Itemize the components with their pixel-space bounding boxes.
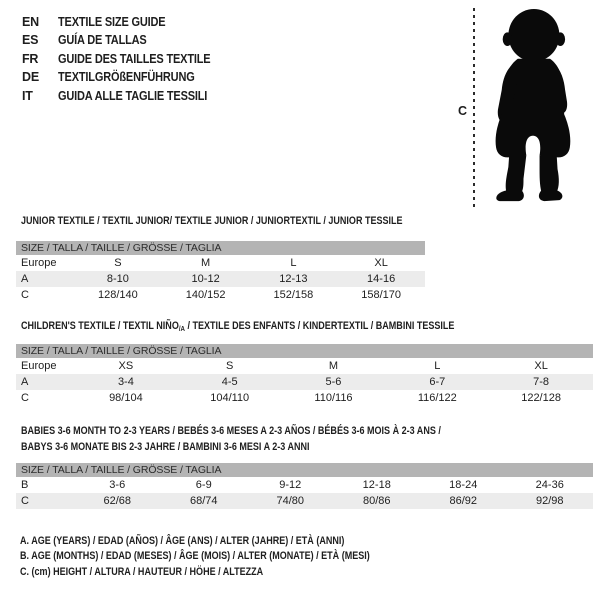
language-code: ES	[22, 33, 39, 48]
size-value-cell: M	[328, 360, 339, 372]
size-value-cell: 158/170	[361, 289, 401, 301]
children-size-table	[16, 344, 593, 406]
table-size-header-row	[16, 241, 425, 255]
size-value-cell: S	[226, 360, 234, 372]
table-row	[16, 358, 593, 374]
page-title: TEXTILGRÖßENFÜHRUNG	[58, 70, 195, 85]
table-row	[16, 287, 425, 303]
size-value-cell: 6-9	[195, 479, 212, 491]
page-title: GUÍA DE TALLAS	[58, 33, 147, 48]
size-value-cell: 62/68	[74, 493, 161, 509]
size-value-cell: 74/80	[247, 493, 334, 509]
heading-subscript: /A	[178, 324, 185, 333]
row-label-cell: Europe	[21, 257, 57, 269]
table-size-header-row	[16, 463, 593, 477]
size-value-cell: 24-36	[535, 479, 564, 491]
legend-line: B. AGE (MONTHS) / EDAD (MESES) / ÂGE (MOIS) / ALTER (MONATE) / ETÀ (MESI)	[20, 550, 370, 563]
baby-figure	[448, 0, 600, 215]
height-measure-label: C	[458, 104, 468, 118]
size-value-cell: L	[434, 360, 441, 372]
height-measure-dashed-line	[473, 8, 475, 208]
row-label-cell: C	[21, 392, 29, 404]
size-value-cell: L	[290, 257, 297, 269]
baby-silhouette-icon	[480, 7, 584, 207]
size-value-cell: 110/116	[314, 392, 353, 404]
size-value-cell: 9-12	[279, 479, 302, 491]
heading-text: CHILDREN'S TEXTILE / TEXTIL NIÑO	[21, 320, 179, 332]
section-heading-babies	[21, 424, 441, 455]
table-size-header: SIZE / TALLA / TAILLE / GRÖSSE / TAGLIA	[16, 241, 425, 255]
size-value-cell: 12-18	[362, 479, 391, 491]
size-value-cell: XS	[118, 360, 134, 372]
size-value-cell: 14-16	[337, 271, 425, 287]
language-code: EN	[22, 15, 39, 29]
language-row	[22, 31, 231, 49]
size-value-cell: 7-8	[489, 374, 593, 390]
size-value-cell: 68/74	[161, 493, 248, 509]
table-row	[16, 493, 593, 509]
size-value-cell: XL	[534, 360, 548, 372]
size-value-cell: 18-24	[449, 479, 478, 491]
page-title: TEXTILE SIZE GUIDE	[58, 15, 166, 29]
table-row	[16, 477, 593, 493]
size-value-cell: 116/122	[417, 392, 457, 404]
table-row	[16, 374, 593, 390]
size-value-cell: 5-6	[282, 374, 386, 390]
table-size-header: SIZE / TALLA / TAILLE / GRÖSSE / TAGLIA	[16, 344, 593, 358]
heading-text: / TEXTILE DES ENFANTS / KINDERTEXTIL / BAMBINI TESSILE	[184, 320, 455, 332]
size-value-cell: 122/128	[521, 392, 561, 404]
size-value-cell: 92/98	[507, 493, 594, 509]
size-value-cell: 104/110	[210, 392, 250, 404]
size-value-cell: 10-12	[162, 271, 250, 287]
language-row	[22, 68, 231, 86]
row-label-cell: Europe	[21, 360, 57, 372]
language-code: FR	[22, 51, 39, 66]
legend-line: C. (cm) HEIGHT / ALTURA / HAUTEUR / HÖHE / ALTEZZA	[20, 565, 264, 578]
language-code: IT	[22, 88, 33, 103]
row-label-cell: A	[16, 374, 74, 390]
heading-text: BABYS 3-6 MONATE BIS 2-3 JAHRE / BAMBINI 3-6 MESI A 2-3 ANNI	[21, 440, 310, 453]
page-title: GUIDA ALLE TAGLIE TESSILI	[58, 88, 208, 103]
size-value-cell: 86/92	[420, 493, 507, 509]
size-value-cell: 6-7	[385, 374, 489, 390]
size-value-cell: 80/86	[334, 493, 421, 509]
babies-size-table	[16, 463, 593, 509]
language-title-list	[22, 13, 231, 105]
size-value-cell: 4-5	[178, 374, 282, 390]
legend-line: A. AGE (YEARS) / EDAD (AÑOS) / ÂGE (ANS) / ALTER (JAHRE) / ETÀ (ANNI)	[20, 535, 345, 547]
heading-text: BABIES 3-6 MONTH TO 2-3 YEARS / BEBÉS 3-6 MESES A 2-3 AÑOS / BÉBÉS 3-6 MOIS À 2-3 ANS /	[21, 425, 441, 437]
size-value-cell: 3-6	[109, 479, 126, 491]
language-code: DE	[22, 70, 39, 85]
table-row	[16, 255, 425, 271]
language-row	[22, 13, 231, 31]
row-label-cell: A	[16, 271, 74, 287]
row-label-cell: C	[16, 493, 74, 509]
size-value-cell: 140/152	[185, 289, 226, 301]
table-size-header-row	[16, 344, 593, 358]
size-value-cell: 152/158	[273, 289, 314, 301]
table-size-header: SIZE / TALLA / TAILLE / GRÖSSE / TAGLIA	[16, 463, 593, 477]
size-value-cell: 128/140	[97, 289, 138, 301]
language-row	[22, 50, 231, 68]
table-row	[16, 271, 425, 287]
language-row	[22, 87, 231, 105]
size-value-cell: 98/104	[109, 392, 143, 404]
size-value-cell: M	[201, 257, 211, 269]
page-title: GUIDE DES TAILLES TEXTILE	[58, 51, 211, 66]
section-heading-junior: JUNIOR TEXTILE / TEXTIL JUNIOR/ TEXTILE JUNIOR / JUNIORTEXTIL / JUNIOR TESSILE	[21, 215, 403, 227]
size-value-cell: 8-10	[74, 271, 162, 287]
section-heading-children	[21, 320, 454, 333]
table-row	[16, 390, 593, 406]
size-value-cell: XL	[374, 257, 388, 269]
junior-size-table	[16, 241, 425, 303]
row-label-cell: B	[21, 479, 29, 491]
size-value-cell: 3-4	[74, 374, 178, 390]
measure-legend	[20, 534, 447, 580]
size-value-cell: S	[114, 257, 122, 269]
row-label-cell: C	[21, 289, 29, 301]
size-value-cell: 12-13	[250, 271, 338, 287]
